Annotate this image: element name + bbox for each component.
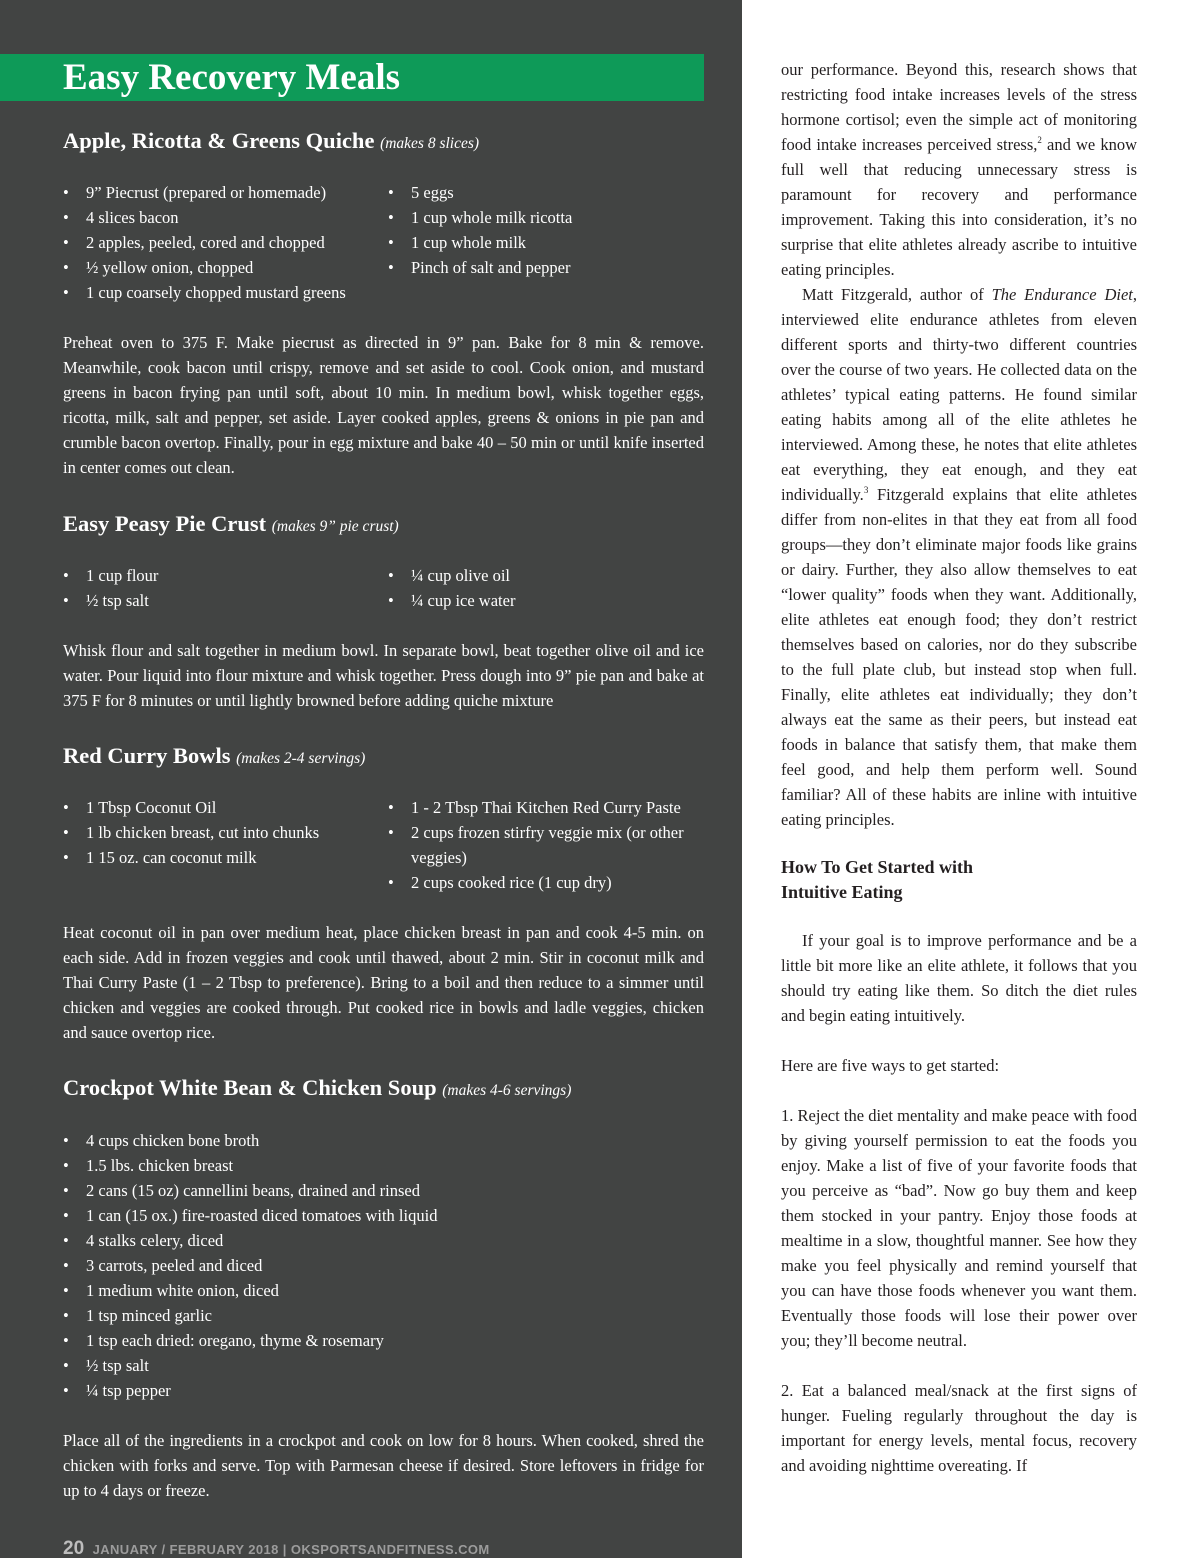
ingredient-item: • 3 carrots, peeled and diced	[63, 1253, 704, 1278]
text-span: and we know full well that reducing unnecessary stress is paramount for recovery and performance improvement. Taking this into consideration, it’s no surprise that elite athletes already ascribe to intuitive eating principles.	[781, 135, 1137, 279]
recipe-title	[63, 742, 365, 773]
footnote-marker: 2	[1037, 135, 1042, 145]
page-number: 20	[63, 1538, 85, 1559]
recipe-directions: Preheat oven to 375 F. Make piecrust as directed in 9” pan. Bake for 8 min & remove. Meanwhile, cook bacon until crispy, remove and set aside to cool. Cook onion, and mustard greens in bacon frying pan until soft, about 10 min. In medium bowl, whisk together eggs, ricotta, milk, salt and pepper, set aside. Layer cooked apples, greens & onions in pie pan and crumble bacon overtop. Finally, pour in egg mixture and bake 40 – 50 min or until knife inserted in center comes out clean.	[63, 333, 704, 477]
article-bottom	[781, 928, 1137, 1478]
ingredient-item: • ¼ cup ice water	[388, 588, 704, 613]
recipe-name: Crockpot White Bean & Chicken Soup	[63, 1075, 437, 1100]
article-paragraph: 1. Reject the diet mentality and make peace with food by giving yourself permission to eat the foods you enjoy. Make a list of five of your favorite foods that you perceive as “bad”. Now go buy them and keep them stocked in your pantry. Enjoy those foods at mealtime in a slow, thoughtful manner. See how they make you feel physically and remind yourself that you can have those foods whenever you want them. Eventually those foods will lose their power over you; they’ll become neutral.	[781, 1106, 1137, 1350]
recipe-title	[63, 127, 479, 158]
ingredient-item: • 9” Piecrust (prepared or homemade)	[63, 180, 383, 205]
ingredient-item: • 1 cup whole milk	[388, 230, 704, 255]
ingredient-item: • 1 lb chicken breast, cut into chunks	[63, 820, 383, 845]
ingredient-item: • 1 Tbsp Coconut Oil	[63, 795, 383, 820]
ingredient-item: • ½ tsp salt	[63, 588, 383, 613]
ingredient-item: • 1 cup whole milk ricotta	[388, 205, 704, 230]
recipe-title	[63, 1074, 571, 1105]
ingredient-item: • ½ yellow onion, chopped	[63, 255, 383, 280]
recipe-name: Red Curry Bowls	[63, 743, 231, 768]
ingredient-item: • 2 apples, peeled, cored and chopped	[63, 230, 383, 255]
recipe-directions: Place all of the ingredients in a crockpot and cook on low for 8 hours. When cooked, shred the chicken with forks and serve. Top with Parmesan cheese if desired. Store leftovers in fridge for up to 4 days or freeze.	[63, 1431, 704, 1500]
article-paragraph: Here are five ways to get started:	[781, 1056, 1000, 1075]
ingredient-item: • ½ tsp salt	[63, 1353, 704, 1378]
ingredient-list	[388, 563, 704, 613]
text-span: , interviewed elite endurance athletes from eleven different sports and thirty-two different countries over the course of two years. He collected data on the athletes’ typical eating patterns. He found similar eating habits among all of the elite athletes he interviewed. Among these, he notes that elite athletes eat everything, they eat enough, and they eat individually.	[781, 285, 1137, 504]
ingredient-item: • 1.5 lbs. chicken breast	[63, 1153, 704, 1178]
recipe-name: Easy Peasy Pie Crust	[63, 511, 267, 536]
footnote-marker: 3	[863, 485, 869, 495]
footer-text: JANUARY / FEBRUARY 2018 | OKSPORTSANDFITNESS.COM	[92, 1542, 490, 1557]
page-title: Easy Recovery Meals	[63, 57, 401, 98]
ingredient-item: • 5 eggs	[388, 180, 704, 205]
ingredient-item: • Pinch of salt and pepper	[388, 255, 704, 280]
ingredient-item: • 4 slices bacon	[63, 205, 383, 230]
article-top	[781, 57, 1137, 832]
ingredient-list	[388, 180, 704, 280]
ingredient-item: • 1 tsp minced garlic	[63, 1303, 704, 1328]
recipe-yield: (makes 4-6 servings)	[442, 1082, 572, 1099]
recipe-title	[63, 510, 399, 541]
ingredient-list	[63, 795, 383, 870]
ingredient-list	[63, 180, 383, 305]
ingredient-item: • ¼ tsp pepper	[63, 1378, 704, 1403]
text-span: our performance. Beyond this, research shows that restricting food intake increases levels of the stress hormone cortisol; even the simple act of monitoring food intake increases perceived stress,	[781, 60, 1137, 154]
recipe-name: Apple, Ricotta & Greens Quiche	[63, 128, 375, 153]
ingredient-list	[63, 1128, 704, 1403]
ingredient-item: • 1 cup coarsely chopped mustard greens	[63, 280, 383, 305]
ingredient-item: • 2 cups frozen stirfry veggie mix (or other veggies)	[388, 820, 704, 870]
ingredient-item: • 1 tsp each dried: oregano, thyme & rosemary	[63, 1328, 704, 1353]
article-paragraph	[781, 282, 1137, 832]
text-span: Matt Fitzgerald, author of	[802, 285, 992, 304]
ingredient-item: • 4 cups chicken bone broth	[63, 1128, 704, 1153]
article-paragraph: If your goal is to improve performance and be a little bit more like an elite athlete, it follows that you should try eating like them. So ditch the diet rules and begin eating intuitively.	[781, 931, 1137, 1025]
ingredient-item: • 1 can (15 ox.) fire-roasted diced tomatoes with liquid	[63, 1203, 704, 1228]
article-paragraph: 2. Eat a balanced meal/snack at the first signs of hunger. Fueling regularly throughout the day is important for energy levels, mental focus, recovery and avoiding nighttime overeating. If	[781, 1381, 1137, 1475]
section-heading	[781, 855, 1137, 905]
article-panel	[742, 0, 1200, 1558]
ingredient-list	[388, 795, 704, 895]
ingredient-item: • 1 cup flour	[63, 563, 383, 588]
article-paragraph	[781, 57, 1137, 282]
recipe-yield: (makes 2-4 servings)	[236, 750, 366, 767]
heading-line: How To Get Started with	[781, 857, 974, 877]
ingredient-item: • 1 15 oz. can coconut milk	[63, 845, 383, 870]
ingredient-item: • 1 medium white onion, diced	[63, 1278, 704, 1303]
heading-line: Intuitive Eating	[781, 882, 903, 902]
recipe-directions: Heat coconut oil in pan over medium heat, place chicken breast in pan and cook 4-5 min. on each side. Add in frozen veggies and cook until thawed, about 2 min. Stir in coconut milk and Thai Curry Paste (1 – 2 Tbsp to preference). Bring to a boil and then reduce to a simmer until chicken and veggies are cooked through. Put cooked rice in bowls and ladle veggies, chicken and sauce overtop rice.	[63, 923, 704, 1042]
ingredient-item: • 2 cans (15 oz) cannellini beans, drained and rinsed	[63, 1178, 704, 1203]
recipe-yield: (makes 8 slices)	[380, 135, 480, 152]
ingredient-item: • 2 cups cooked rice (1 cup dry)	[388, 870, 704, 895]
ingredient-item: • 1 - 2 Tbsp Thai Kitchen Red Curry Paste	[388, 795, 704, 820]
ingredient-item: • 4 stalks celery, diced	[63, 1228, 704, 1253]
ingredient-list	[63, 563, 383, 613]
recipe-directions: Whisk flour and salt together in medium bowl. In separate bowl, beat together olive oil and ice water. Pour liquid into flour mixture and whisk together. Press dough into 9” pie pan and bake at 375 F for 8 minutes or until lightly browned before adding quiche mixture	[63, 641, 704, 710]
text-span: Fitzgerald explains that elite athletes differ from non-elites in that they eat from all food groups—they don’t eliminate major foods like grains or dairy. Further, they also allow themselves to eat “lower quality” foods when they want. Additionally, elite athletes eat enough food; they don’t restrict themselves based on calories, nor do they subscribe to the full plate club, but instead stop when full. Finally, elite athletes eat individually; they don’t always eat the same as their peers, but instead eat foods in balance that satisfy them, that make them feel good, and help them perform well. Sound familiar? All of these habits are inline with intuitive eating principles.	[781, 485, 1137, 829]
ingredient-item: • ¼ cup olive oil	[388, 563, 704, 588]
recipe-yield: (makes 9” pie crust)	[271, 518, 399, 535]
book-title: The Endurance Diet	[991, 285, 1133, 304]
page-footer	[63, 1537, 490, 1562]
